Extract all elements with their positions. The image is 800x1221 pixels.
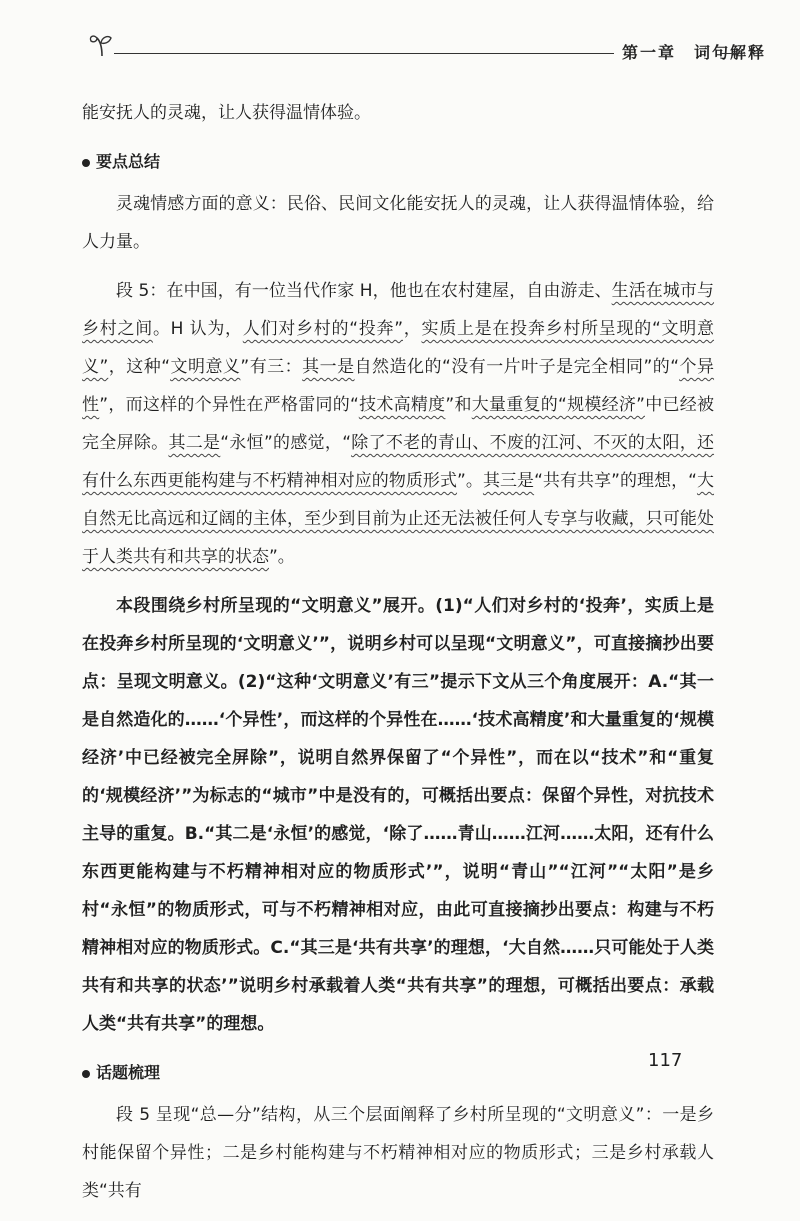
passage-underlined: 个异性 — [82, 357, 715, 415]
passage-text: ”。 — [457, 471, 483, 491]
analysis-paragraph: 本段围绕乡村所呈现的“文明意义”展开。(1)“人们对乡村的‘投奔’，实质上是在投奔乡村所呈现的‘文明意义’”，说明乡村可以呈现“文明意义”，可直接摘抄出要点：呈现文明意义。(2)“这种‘文明意义’有三”提示下文从三个角度展开：A.“其一是自然造化的……‘个异性’，而这样的个异性在……‘技术高精度’和大量重复的‘规模经济’中已经被完全屏除”，说明自然界保留了“个异性”，而在以“技术”和“重复的‘规模经济’”为标志的“城市”中是没有的，可概括出要点：保留个异性，对抗技术主导的重复。B.“其二是‘永恒’的感觉，‘除了……青山……江河……太阳，还有什么东西更能构建与不朽精神相对应的物质形式’”，说明“青山”“江河”“太阳”是乡村“永恒”的物质形式，可与不朽精神相对应，由此可直接摘抄出要点：构建与不朽精神相对应的物质形式。C.“其三是‘共有共享’的理想，‘大自然……只可能处于人类共有和共享的状态’”说明乡村承载着人类“共有共享”的理想，可概括出要点：承载人类“共有共享”的理想。 — [82, 596, 714, 1034]
passage-text: ，这种“ — [108, 357, 171, 377]
passage-underlined: 大量重复的“规模经济” — [471, 395, 645, 415]
passage-underlined: 文明意义 — [170, 357, 241, 377]
passage-text: ”。 — [269, 547, 295, 567]
passage-underlined: 技术高精度 — [358, 395, 446, 415]
passage-text: 中已经被完全屏除。 — [82, 395, 715, 453]
passage-paragraph — [82, 272, 714, 576]
section-heading-label: 要点总结 — [96, 152, 161, 171]
passage-underlined: 生活在城市与乡村之间 — [82, 281, 715, 339]
passage-text: “共有共享”的理想，“ — [534, 471, 697, 491]
header-rule-end — [720, 53, 738, 54]
passage-text: 自然造化的“没有一片叶子是完全相同”的“ — [354, 357, 680, 377]
passage-text: “永恒”的感觉，“ — [220, 433, 352, 453]
passage-text: ， — [403, 319, 422, 339]
passage-underlined: 实质上是在投奔乡村所呈现的“文明意义” — [82, 319, 715, 377]
running-header — [88, 30, 767, 70]
section-heading-label: 话题梳理 — [96, 1063, 161, 1082]
passage-underlined: 其三是 — [482, 471, 535, 491]
passage-text: ”有三： — [240, 357, 303, 377]
passage-text: 段 5：在中国，有一位当代作家 H，他也在农村建屋，自由游走、 — [116, 281, 612, 301]
sprout-icon — [88, 30, 118, 60]
bullet-icon — [82, 1070, 90, 1078]
continued-paragraph: 能安抚人的灵魂，让人获得温情体验。 — [82, 103, 371, 123]
passage-underlined: 其一是 — [302, 357, 355, 377]
topic-paragraph: 段 5 呈现“总—分”结构，从三个层面阐释了乡村所呈现的“文明意义”：一是乡村能保留个异性；二是乡村能构建与不朽精神相对应的物质形式；三是乡村承载人类“共有 — [82, 1105, 714, 1201]
chapter-title: 第一章 词句解释 — [622, 43, 767, 62]
passage-text: ”和 — [445, 395, 472, 415]
section-heading-topic — [82, 1054, 714, 1092]
section-heading-summary — [82, 143, 714, 181]
passage-underlined: 其二是 — [168, 433, 221, 453]
header-rule — [114, 53, 614, 54]
bullet-icon — [82, 159, 90, 167]
passage-underlined: 除了不老的青山、不废的江河、不灭的太阳，还有什么东西更能构建与不朽精神相对应的物质形式 — [82, 433, 715, 491]
passage-text: ”，而这样的个异性在严格雷同的“ — [99, 395, 359, 415]
passage-text: 。H 认为， — [152, 319, 243, 339]
page-body — [82, 94, 714, 1221]
passage-underlined: 大自然无比高远和辽阔的主体，至少到目前为止还无法被任何人专享与收藏，只可能处于人类共有和共享的状态 — [82, 471, 715, 567]
page-number: 117 — [648, 1050, 683, 1071]
summary-paragraph: 灵魂情感方面的意义：民俗、民间文化能安抚人的灵魂，让人获得温情体验，给人力量。 — [82, 194, 714, 252]
passage-underlined: 人们对乡村的“投奔” — [242, 319, 404, 339]
